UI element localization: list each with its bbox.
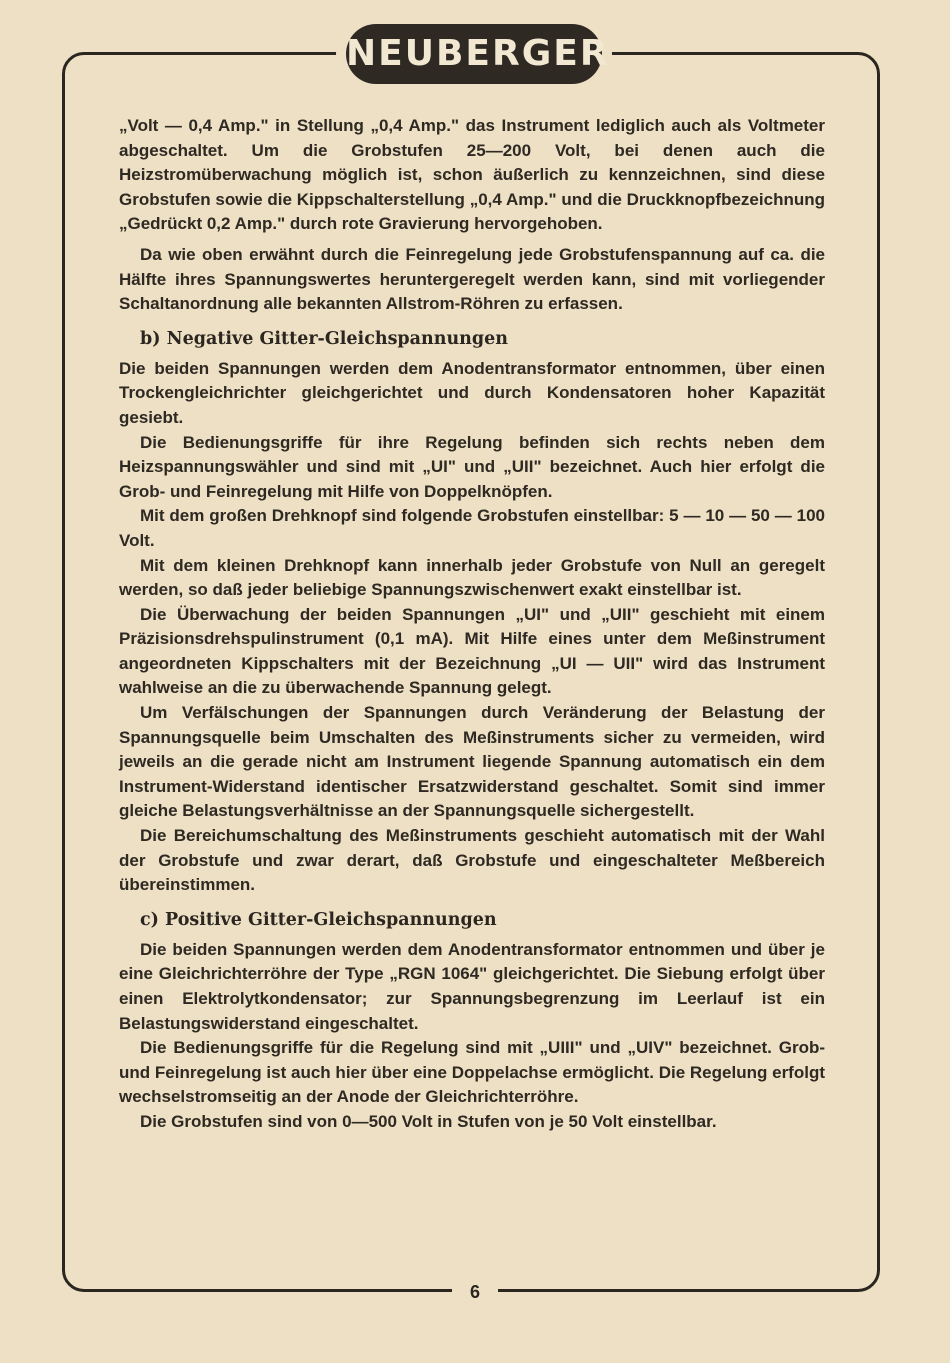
- page-number: 6: [469, 1282, 480, 1302]
- paragraph-b7: Die Bereichumschaltung des Meßinstruments geschieht automatisch mit der Wahl der Grobstufe und zwar derart, daß Grobstufe und eingeschalteter Meßbereich übereinstimmen.: [119, 826, 825, 895]
- paragraph-b1: Die beiden Spannungen werden dem Anodentransformator entnommen, über einen Trockengleichrichter gleichgerichtet und durch Kondensatoren hoher Kapazität gesiebt.: [119, 358, 825, 427]
- paragraph-c1: Die beiden Spannungen werden dem Anodentransformator entnommen und über je eine Gleichrichterröhre der Type „RGN 1064" gleichgerichtet. Die Siebung erfolgt über einen Elektrolytkondensator; zur Spannungsbegrenzung im Leerlauf ist ein Belastungswiderstand eingeschaltet.: [119, 939, 825, 1033]
- paragraph-intro: „Volt — 0,4 Amp." in Stellung „0,4 Amp." das Instrument lediglich auch als Voltmeter abgeschaltet. Um die Grobstufen 25—200 Volt, bei denen auch die Heizstromüberwachung möglich ist, schon äußerlich zu kennzeichnen, sind diese Grobstufen sowie die Kippschalterstellung „0,4 Amp." und die Druckknopfbezeichnung „Gedrückt 0,2 Amp." durch rote Gravierung hervorgehoben.: [119, 116, 825, 234]
- paragraph-c2: Die Bedienungsgriffe für die Regelung sind mit „UIII" und „UIV" bezeichnet. Grob- und Feinregelung ist auch hier über eine Doppelachse ermöglicht. Die Regelung erfolgt wechselstromseitig an der Anode der Gleichrichterröhre.: [119, 1038, 825, 1107]
- page-body: [119, 114, 825, 1135]
- section-heading-b: b) Negative Gitter-Gleichspannungen: [140, 328, 508, 349]
- paragraph-c3: Die Grobstufen sind von 0—500 Volt in Stufen von je 50 Volt einstellbar.: [140, 1111, 717, 1131]
- paragraph-b4: Mit dem kleinen Drehknopf kann innerhalb jeder Grobstufe von Null an geregelt werden, so daß jeder beliebige Spannungszwischenwert exakt einstellbar ist.: [119, 555, 825, 600]
- paragraph-feinregelung: Da wie oben erwähnt durch die Feinregelung jede Grobstufenspannung auf ca. die Hälfte ihres Spannungswertes heruntergeregelt werden kann, sind mit vorliegender Schaltanordnung alle bekannten Allstrom-Röhren zu erfassen.: [119, 244, 825, 314]
- page-number-container: [452, 1277, 498, 1307]
- neuberger-logo: NEUBERGER: [346, 24, 602, 84]
- paragraph-b5: Die Überwachung der beiden Spannungen „UI" und „UII" geschieht mit einem Präzisionsdrehspulinstrument (0,1 mA). Mit Hilfe eines unter dem Meßinstrument angeordneten Kippschalters mit der Bezeichnung „UI — UII" wird das Instrument wahlweise an die zu überwachende Spannung gelegt.: [119, 604, 825, 698]
- section-heading-c: c) Positive Gitter-Gleichspannungen: [140, 909, 497, 930]
- paragraph-b3: Mit dem großen Drehknopf sind folgende Grobstufen einstellbar: 5 — 10 — 50 — 100 Volt.: [119, 506, 825, 550]
- paragraph-b6: Um Verfälschungen der Spannungen durch Veränderung der Belastung der Spannungsquelle beim Umschalten des Meßinstruments sicher zu vermeiden, wird jeweils an die gerade nicht am Instrument liegende Spannung automatisch ein dem Instrument-Widerstand identischer Ersatzwiderstand geschaltet. Somit sind immer gleiche Belastungsverhältnisse an der Spannungsquelle sichergestellt.: [119, 703, 825, 821]
- paragraph-b2: Die Bedienungsgriffe für ihre Regelung befinden sich rechts neben dem Heizspannungswähler und sind mit „UI" und „UII" bezeichnet. Auch hier erfolgt die Grob- und Feinregelung mit Hilfe von Doppelknöpfen.: [119, 432, 825, 501]
